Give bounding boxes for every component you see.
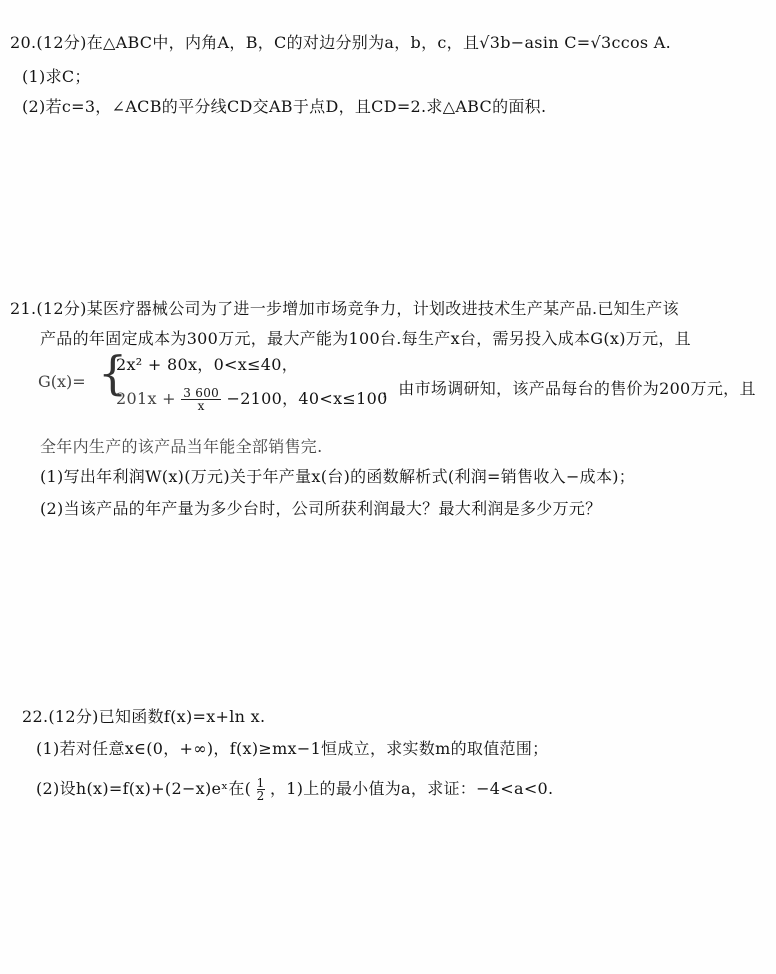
case2-lead: 201x + [116,389,176,408]
q21-after-piecewise: ，由市场调研知，该产品每台的售价为200万元，且 [382,379,756,398]
half-fraction [257,777,265,802]
case2-denominator: x [197,399,205,413]
q21-line2: 产品的年固定成本为300万元，最大产能为100台.每生产x台，需另投入成本G(x)万元，且 [40,329,691,348]
case2-numerator: 3 600 [183,386,220,400]
q22-part2-tail: ，1)上的最小值为a，求证：−4<a<0. [269,779,554,798]
q21-line4: 全年内生产的该产品当年能全部销售完. [40,437,323,456]
piece-case-1: 2x² + 80x，0<x≤40， [116,355,299,374]
half-numerator: 1 [256,776,265,790]
q20-title: 20.(12分)在△ABC中，内角A，B，C的对边分别为a，b，c，且√3b−asin C=√3ccos A. [10,33,672,52]
q22-title: 22.(12分)已知函数f(x)=x+ln x. [22,707,266,726]
q22-part2-lead: (2)设h(x)=f(x)+(2−x)eˣ在( [36,779,252,798]
half-denominator: 2 [256,789,265,803]
cost-piecewise-function [38,346,388,413]
q21-part1: (1)写出年利润W(x)(万元)关于年产量x(台)的函数解析式(利润=销售收入−成本)； [40,467,636,486]
q22-part1: (1)若对任意x∈(0，+∞)，f(x)≥mx−1恒成立，求实数m的取值范围； [36,739,549,758]
q21-title: 21.(12分)某医疗器械公司为了进一步增加市场竞争力，计划改进技术生产某产品.已知生产该 [10,299,679,318]
q20-part2: (2)若c=3，∠ACB的平分线CD交AB于点D，且CD=2.求△ABC的面积. [22,97,547,116]
q20-part1: (1)求C； [22,67,91,86]
left-brace-icon: { [98,346,128,400]
q22-part2 [36,776,553,802]
piece-case-2 [116,386,388,412]
case2-fraction [181,387,221,412]
gx-label: G(x)= [38,372,86,391]
case2-tail: −2100，40<x≤100 [226,389,388,408]
q21-part2: (2)当该产品的年产量为多少台时，公司所获利润最大？最大利润是多少万元？ [40,499,602,518]
